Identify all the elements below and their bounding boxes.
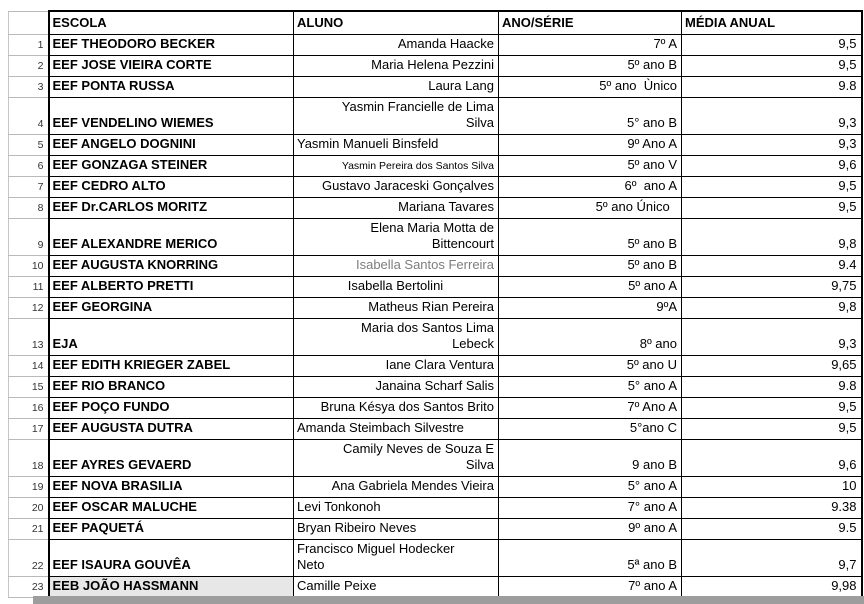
cell-ano-serie[interactable]: 5º ano B <box>499 55 682 76</box>
table-row <box>9 539 862 576</box>
table-row <box>9 476 862 497</box>
table-row <box>9 34 862 55</box>
column-header-escola[interactable]: ESCOLA <box>49 11 294 34</box>
cell-ano-serie[interactable]: 5º ano B <box>499 218 682 255</box>
cell-media-anual[interactable]: 9.8 <box>682 76 862 97</box>
table-row <box>9 397 862 418</box>
cell-ano-serie[interactable]: 7º A <box>499 34 682 55</box>
cell-escola[interactable]: EEF AUGUSTA KNORRING <box>49 255 294 276</box>
cell-aluno[interactable]: Camille Peixe <box>294 576 499 597</box>
row-number[interactable]: 6 <box>9 155 49 176</box>
cell-aluno[interactable]: Bruna Késya dos Santos Brito <box>294 397 499 418</box>
table-row <box>9 497 862 518</box>
cell-media-anual[interactable]: 9,6 <box>682 155 862 176</box>
table-row <box>9 76 862 97</box>
table-row <box>9 97 862 134</box>
cell-media-anual[interactable]: 9,8 <box>682 218 862 255</box>
row-number[interactable]: 11 <box>9 276 49 297</box>
cell-ano-serie[interactable]: 5º ano A <box>499 276 682 297</box>
cell-media-anual[interactable]: 9,8 <box>682 297 862 318</box>
spreadsheet <box>8 10 863 598</box>
cell-ano-serie[interactable]: 5ª ano B <box>499 539 682 576</box>
row-number[interactable]: 7 <box>9 176 49 197</box>
cell-media-anual[interactable]: 9,5 <box>682 418 862 439</box>
table-row <box>9 576 862 597</box>
row-number[interactable]: 18 <box>9 439 49 476</box>
row-number[interactable]: 23 <box>9 576 49 597</box>
table-row <box>9 518 862 539</box>
table-row <box>9 255 862 276</box>
cell-escola[interactable]: EEF ALEXANDRE MERICO <box>49 218 294 255</box>
table-row <box>9 418 862 439</box>
cell-media-anual[interactable]: 9,5 <box>682 397 862 418</box>
cell-ano-serie[interactable]: 5°ano C <box>499 418 682 439</box>
cell-ano-serie[interactable]: 5º ano V <box>499 155 682 176</box>
cell-media-anual[interactable]: 9.5 <box>682 518 862 539</box>
cell-escola[interactable]: EEF RIO BRANCO <box>49 376 294 397</box>
cell-media-anual[interactable]: 9,3 <box>682 97 862 134</box>
cell-ano-serie[interactable]: 5º ano B <box>499 255 682 276</box>
cell-ano-serie[interactable]: 9º ano A <box>499 518 682 539</box>
cell-escola[interactable]: EEF GONZAGA STEINER <box>49 155 294 176</box>
cell-aluno[interactable]: Iane Clara Ventura <box>294 355 499 376</box>
cell-escola[interactable]: EEF ALBERTO PRETTI <box>49 276 294 297</box>
row-number[interactable]: 2 <box>9 55 49 76</box>
cell-media-anual[interactable]: 9,5 <box>682 176 862 197</box>
cell-aluno[interactable]: Maria dos Santos Lima Lebeck <box>294 318 499 355</box>
cell-aluno[interactable]: Camily Neves de Souza E Silva <box>294 439 499 476</box>
cell-ano-serie[interactable]: 7° ano A <box>499 497 682 518</box>
cell-aluno[interactable]: Isabella Santos Ferreira <box>294 255 499 276</box>
cell-aluno[interactable]: Elena Maria Motta de Bittencourt <box>294 218 499 255</box>
table-row <box>9 439 862 476</box>
cell-media-anual[interactable]: 10 <box>682 476 862 497</box>
cell-escola[interactable]: EEF GEORGINA <box>49 297 294 318</box>
row-number[interactable]: 17 <box>9 418 49 439</box>
row-number[interactable]: 13 <box>9 318 49 355</box>
table-row <box>9 55 862 76</box>
cell-escola[interactable]: EEF NOVA BRASILIA <box>49 476 294 497</box>
column-header-aluno[interactable]: ALUNO <box>294 11 499 34</box>
cell-ano-serie[interactable]: 5º ano Ùnico <box>499 76 682 97</box>
table-row <box>9 276 862 297</box>
cell-aluno[interactable]: Matheus Rian Pereira <box>294 297 499 318</box>
table-row <box>9 134 862 155</box>
cell-media-anual[interactable]: 9,6 <box>682 439 862 476</box>
cell-media-anual[interactable]: 9.4 <box>682 255 862 276</box>
cell-escola[interactable]: EEF Dr.CARLOS MORITZ <box>49 197 294 218</box>
row-number[interactable]: 14 <box>9 355 49 376</box>
cell-media-anual[interactable]: 9,75 <box>682 276 862 297</box>
row-number[interactable]: 22 <box>9 539 49 576</box>
row-number[interactable]: 16 <box>9 397 49 418</box>
column-header-ano-serie[interactable]: ANO/SÉRIE <box>499 11 682 34</box>
cell-media-anual[interactable]: 9,5 <box>682 34 862 55</box>
row-number[interactable]: 5 <box>9 134 49 155</box>
table-row <box>9 318 862 355</box>
cell-escola[interactable]: EEF CEDRO ALTO <box>49 176 294 197</box>
cell-aluno[interactable]: Yasmin Manueli Binsfeld <box>294 134 499 155</box>
table-row <box>9 376 862 397</box>
cell-ano-serie[interactable]: 5° ano A <box>499 376 682 397</box>
cell-escola[interactable]: EEF AUGUSTA DUTRA <box>49 418 294 439</box>
cell-escola[interactable]: EEF JOSE VIEIRA CORTE <box>49 55 294 76</box>
row-number[interactable]: 3 <box>9 76 49 97</box>
row-number[interactable]: 9 <box>9 218 49 255</box>
cell-aluno[interactable]: Bryan Ribeiro Neves <box>294 518 499 539</box>
cell-media-anual[interactable]: 9,5 <box>682 197 862 218</box>
cell-ano-serie[interactable]: 5° ano A <box>499 476 682 497</box>
row-number[interactable]: 12 <box>9 297 49 318</box>
cell-ano-serie[interactable]: 7º Ano A <box>499 397 682 418</box>
cell-ano-serie[interactable]: 5º ano Único <box>499 197 682 218</box>
table-row <box>9 176 862 197</box>
cell-escola[interactable]: EEF PONTA RUSSA <box>49 76 294 97</box>
row-number[interactable]: 4 <box>9 97 49 134</box>
header-row <box>9 11 862 34</box>
cell-ano-serie[interactable]: 6º ano A <box>499 176 682 197</box>
cell-escola[interactable]: EEB JOÃO HASSMANN <box>49 576 294 597</box>
cell-aluno[interactable]: Amanda Haacke <box>294 34 499 55</box>
row-number[interactable]: 21 <box>9 518 49 539</box>
cell-ano-serie[interactable]: 5° ano B <box>499 97 682 134</box>
cell-media-anual[interactable]: 9,3 <box>682 318 862 355</box>
cell-aluno[interactable]: Mariana Tavares <box>294 197 499 218</box>
cell-escola[interactable]: EEF OSCAR MALUCHE <box>49 497 294 518</box>
cell-aluno[interactable]: Isabella Bertolini <box>294 276 499 297</box>
cropped-next-row-strip <box>33 596 864 604</box>
cell-aluno[interactable]: Francisco Miguel Hodecker Neto <box>294 539 499 576</box>
table-row <box>9 355 862 376</box>
cell-aluno[interactable]: Yasmin Francielle de Lima Silva <box>294 97 499 134</box>
cell-ano-serie[interactable]: 9º Ano A <box>499 134 682 155</box>
cell-escola[interactable]: EEF THEODORO BECKER <box>49 34 294 55</box>
row-number[interactable]: 19 <box>9 476 49 497</box>
row-number[interactable]: 8 <box>9 197 49 218</box>
cell-escola[interactable]: EEF EDITH KRIEGER ZABEL <box>49 355 294 376</box>
cell-media-anual[interactable]: 9,5 <box>682 55 862 76</box>
cell-media-anual[interactable]: 9,3 <box>682 134 862 155</box>
cell-aluno[interactable]: Amanda Steimbach Silvestre <box>294 418 499 439</box>
cell-media-anual[interactable]: 9.8 <box>682 376 862 397</box>
cell-media-anual[interactable]: 9,98 <box>682 576 862 597</box>
cell-ano-serie[interactable]: 9 ano B <box>499 439 682 476</box>
cell-ano-serie[interactable]: 9ºA <box>499 297 682 318</box>
corner-cell[interactable] <box>9 11 49 34</box>
grades-table <box>8 10 863 598</box>
row-number[interactable]: 1 <box>9 34 49 55</box>
column-header-media-anual[interactable]: MÉDIA ANUAL <box>682 11 862 34</box>
cell-ano-serie[interactable]: 8º ano <box>499 318 682 355</box>
cell-aluno[interactable]: Janaina Scharf Salis <box>294 376 499 397</box>
table-row <box>9 197 862 218</box>
cell-aluno[interactable]: Maria Helena Pezzini <box>294 55 499 76</box>
table-row <box>9 297 862 318</box>
cell-media-anual[interactable]: 9,65 <box>682 355 862 376</box>
row-number[interactable]: 15 <box>9 376 49 397</box>
row-number[interactable]: 20 <box>9 497 49 518</box>
cell-escola[interactable]: EEF VENDELINO WIEMES <box>49 97 294 134</box>
cell-escola[interactable]: EEF POÇO FUNDO <box>49 397 294 418</box>
cell-escola[interactable]: EJA <box>49 318 294 355</box>
cell-aluno[interactable]: Ana Gabriela Mendes Vieira <box>294 476 499 497</box>
cell-ano-serie[interactable]: 7º ano A <box>499 576 682 597</box>
row-number[interactable]: 10 <box>9 255 49 276</box>
cell-media-anual[interactable]: 9,7 <box>682 539 862 576</box>
cell-aluno[interactable]: Yasmin Pereira dos Santos Silva <box>294 155 499 176</box>
cell-media-anual[interactable]: 9.38 <box>682 497 862 518</box>
table-row <box>9 218 862 255</box>
cell-aluno[interactable]: Laura Lang <box>294 76 499 97</box>
cell-escola[interactable]: EEF ANGELO DOGNINI <box>49 134 294 155</box>
cell-aluno[interactable]: Gustavo Jaraceski Gonçalves <box>294 176 499 197</box>
table-row <box>9 155 862 176</box>
cell-escola[interactable]: EEF PAQUETÁ <box>49 518 294 539</box>
cell-escola[interactable]: EEF AYRES GEVAERD <box>49 439 294 476</box>
cell-escola[interactable]: EEF ISAURA GOUVÊA <box>49 539 294 576</box>
cell-aluno[interactable]: Levi Tonkonoh <box>294 497 499 518</box>
cell-ano-serie[interactable]: 5º ano U <box>499 355 682 376</box>
